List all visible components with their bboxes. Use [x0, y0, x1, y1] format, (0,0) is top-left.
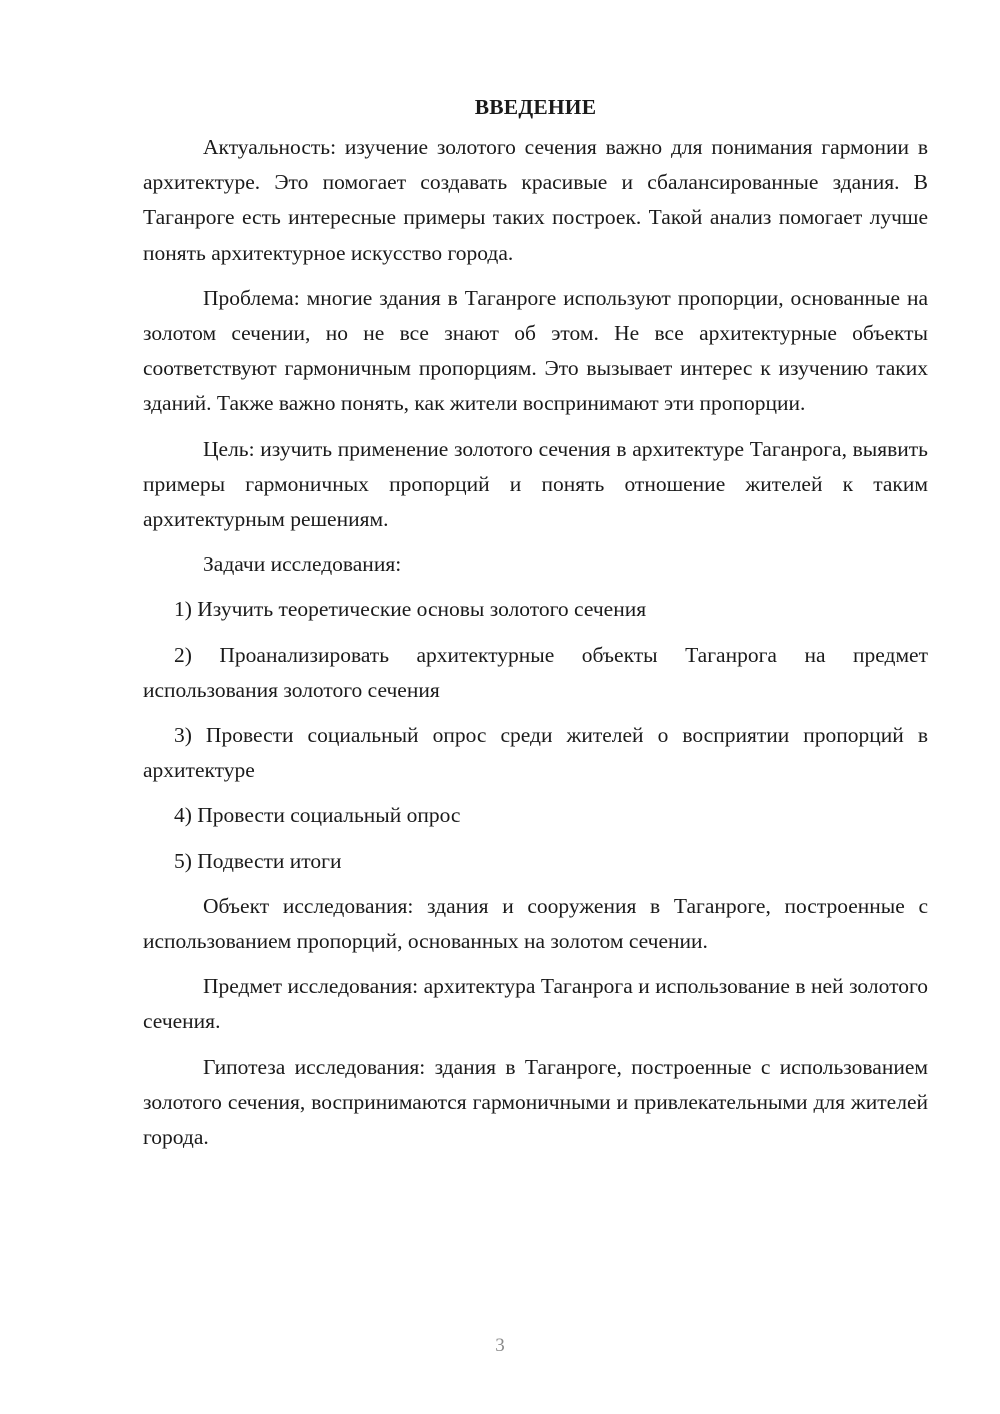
page-number: 3 — [495, 1335, 505, 1356]
task-item: 5) Подвести итоги — [174, 848, 342, 873]
hypothesis-paragraph: Гипотеза исследования: здания в Таганроге, построенные с использованием золотого сечения, воспринимаются гармоничными и привлекательными для жителей города. — [143, 1054, 928, 1150]
task-item: 3) Провести социальный опрос среди жителей о восприятии пропорций в архитектуре — [143, 723, 928, 783]
task-item: 1) Изучить теоретические основы золотого сечения — [174, 597, 647, 622]
goal-paragraph: Цель: изучить применение золотого сечения в архитектуре Таганрога, выявить примеры гармоничных пропорций и понять отношение жителей к таким архитектурным решениям. — [143, 436, 928, 532]
tasks-list — [143, 592, 928, 878]
subject-paragraph: Предмет исследования: архитектура Таганрога и использование в ней золотого сечения. — [143, 974, 928, 1034]
task-item: 4) Провести социальный опрос — [174, 803, 461, 828]
object-paragraph: Объект исследования: здания и сооружения в Таганроге, построенные с использованием пропорций, основанных на золотом сечении. — [143, 893, 928, 954]
document-page — [143, 90, 928, 1165]
task-item: 2) Проанализировать архитектурные объекты Таганрога на предмет использования золотого сечения — [143, 642, 928, 702]
relevance-paragraph: Актуальность: изучение золотого сечения важно для понимания гармонии в архитектуре. Это помогает создавать красивые и сбалансированные здания. В Таганроге есть интересные примеры таких построек. Такой анализ помогает лучше понять архитектурное искусство города. — [143, 135, 928, 265]
section-title: ВВЕДЕНИЕ — [474, 95, 597, 119]
tasks-heading: Задачи исследования: — [203, 552, 402, 577]
problem-paragraph: Проблема: многие здания в Таганроге используют пропорции, основанные на золотом сечении, но не все знают об этом. Не все архитектурные объекты соответствуют гармоничным пропорциям. Это вызывает интерес к изучению таких зданий. Также важно понять, как жители воспринимают эти пропорции. — [143, 285, 928, 416]
